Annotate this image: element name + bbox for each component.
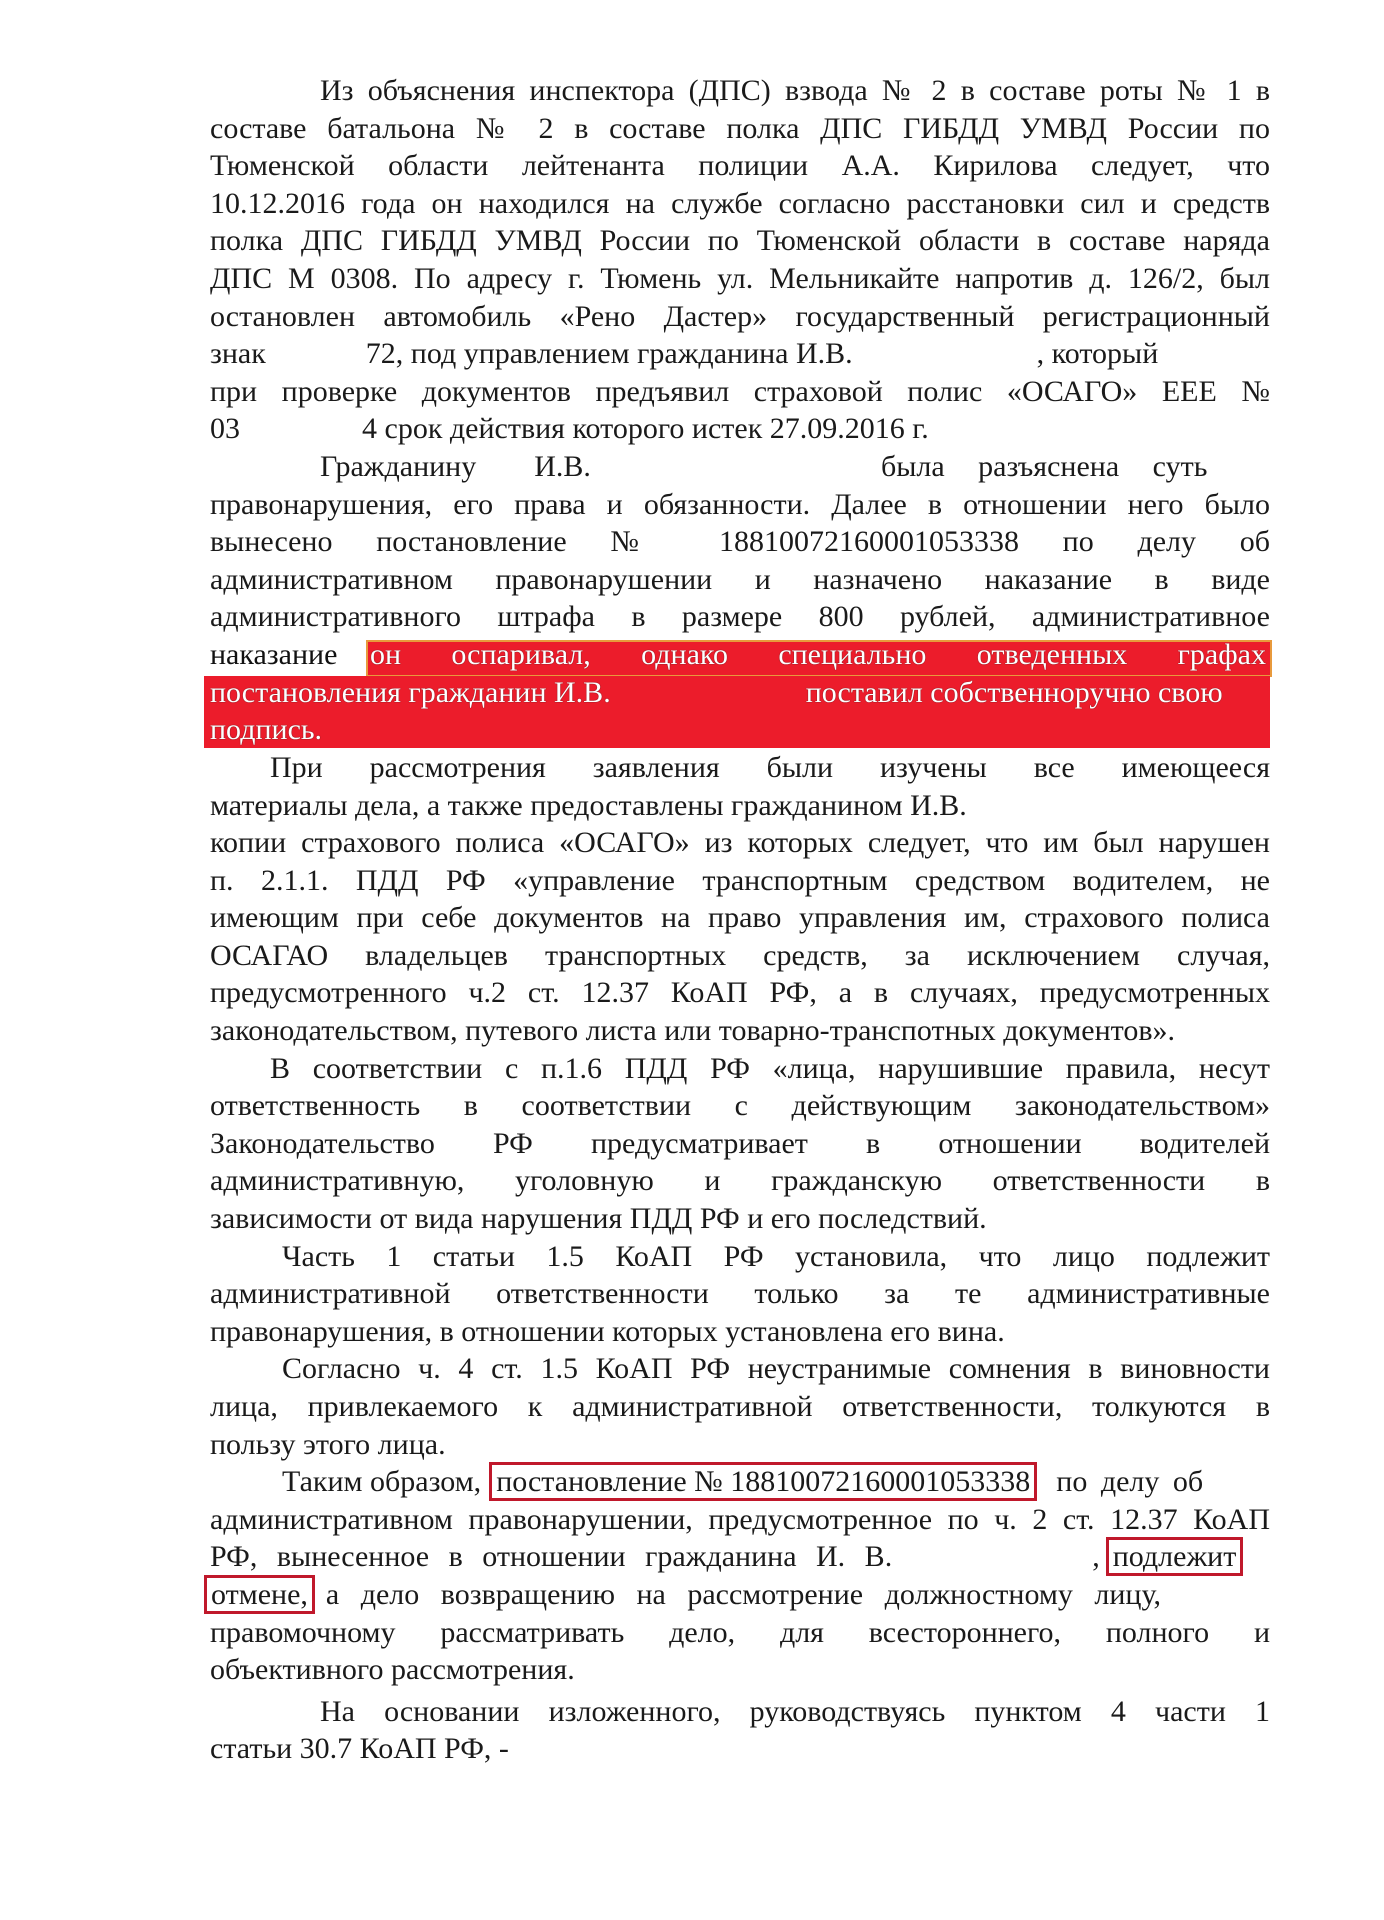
paragraph-explanation-to-citizen	[210, 448, 1270, 749]
paragraph-traffic-rules	[210, 1050, 1270, 1238]
text-line: предусмотренного ч.2 ст. 12.37 КоАП РФ, а в случаях, предусмотренных	[210, 976, 1270, 1010]
highlighted-text: постановления гражданин И.В.	[210, 675, 611, 709]
text-line: административном правонарушении, предусмотренное по ч. 2 ст. 12.37 КоАП	[210, 1502, 1270, 1536]
text-line: правомочному рассматривать дело, для всестороннего, полного и	[210, 1615, 1270, 1649]
paragraph-presumption	[210, 1350, 1270, 1463]
text-line: 10.12.2016 года он находился на службе согласно расстановки сил и средств	[210, 186, 1270, 220]
text-line	[210, 448, 1270, 486]
text-fragment: , который	[1036, 337, 1159, 371]
text-line: при проверке документов предъявил страховой полис «ОСАГО» ЕЕЕ №	[210, 374, 1270, 408]
highlighted-text: поставил собственноручно свою	[805, 675, 1223, 709]
paragraph-article-1-5	[210, 1238, 1270, 1351]
text-fragment: 4 срок действия которого истек 27.09.2016 г.	[362, 412, 929, 446]
boxed-decision-number: постановление № 18810072160001053338	[489, 1462, 1037, 1501]
highlighted-text: подпись.	[210, 713, 323, 747]
paragraph-inspector-explanation	[210, 72, 1270, 448]
text-line: материалы дела, а также предоставлены гражданином И.В.	[210, 788, 967, 822]
text-line: остановлен автомобиль «Рено Дастер» государственный регистрационный	[210, 299, 1270, 333]
text-fragment: И.В.	[534, 449, 591, 483]
text-line: При рассмотрения заявления были изучены все имеющееся	[270, 750, 1270, 784]
text-line	[210, 1463, 1270, 1501]
text-line: пользу этого лица.	[210, 1427, 446, 1461]
highlighted-text-line	[210, 674, 1270, 712]
text-line: статьи 30.7 КоАП РФ, -	[210, 1732, 509, 1766]
text-line: ОСАГАО владельцев транспортных средств, за исключением случая,	[210, 938, 1270, 972]
text-line: административном правонарушении и назначено наказание в виде	[210, 562, 1270, 596]
text-fragment: РФ, вынесенное в отношении гражданина И. В.	[210, 1540, 893, 1574]
text-line: ответственность в соответствии с действующим законодательством»	[210, 1089, 1270, 1123]
text-fragment: 03	[210, 412, 240, 446]
text-line: В соответствии с п.1.6 ПДД РФ «лица, нарушившие правила, несут	[270, 1051, 1270, 1085]
text-line: полка ДПС ГИБДД УМВД России по Тюменской области в составе наряда	[210, 224, 1270, 258]
text-line: административной ответственности только за те административные	[210, 1277, 1270, 1311]
boxed-cancellation: отмене,	[204, 1575, 315, 1614]
highlighted-text: он оспаривал, однако специально отведенных графах	[370, 637, 1266, 671]
text-line: объективного рассмотрения.	[210, 1653, 575, 1687]
text-fragment: по делу об	[1056, 1465, 1204, 1499]
paragraph-basis	[210, 1693, 1270, 1768]
text-line	[210, 335, 1270, 373]
text-line: законодательством, путевого листа или товарно-транспотных документов».	[210, 1014, 1176, 1048]
text-line: Тюменской области лейтенанта полиции А.А. Кирилова следует, что	[210, 149, 1270, 183]
text-line: Из объяснения инспектора (ДПС) взвода № 2 в составе роты № 1 в	[320, 74, 1270, 107]
text-line: п. 2.1.1. ПДД РФ «управление транспортным средством водителем, не	[210, 863, 1270, 897]
text-line: административного штрафа в размере 800 рублей, административное	[210, 600, 1270, 634]
text-line: вынесено постановление № 18810072160001053338 по делу об	[210, 525, 1270, 559]
text-line	[210, 1538, 1270, 1576]
text-line: правонарушения, его права и обязанности. Далее в отношении него было	[210, 487, 1270, 521]
text-fragment: была разъяснена суть	[880, 449, 1208, 483]
text-line: имеющим при себе документов на право управления им, страхового полиса	[210, 901, 1270, 935]
text-line	[210, 410, 1270, 448]
red-highlight-block	[210, 636, 1270, 749]
text-line	[210, 1576, 1270, 1614]
text-line: лица, привлекаемого к административной ответственности, толкуются в	[210, 1390, 1270, 1423]
text-line: правонарушения, в отношении которых установлена его вина.	[210, 1314, 1005, 1348]
text-line: административную, уголовную и гражданскую ответственности в	[210, 1164, 1270, 1198]
text-line: Законодательство РФ предусматривает в отношении водителей	[210, 1126, 1270, 1160]
boxed-subject-to: подлежит	[1106, 1537, 1244, 1576]
red-highlight-line-3	[204, 712, 1270, 748]
text-fragment: Таким образом,	[282, 1465, 482, 1499]
text-fragment: ,	[1092, 1540, 1100, 1574]
text-fragment: наказание	[210, 637, 338, 671]
paragraph-review-materials	[210, 749, 1270, 1050]
text-line: зависимости от вида нарушения ПДД РФ и его последствий.	[210, 1202, 987, 1236]
text-line: Часть 1 статьи 1.5 КоАП РФ установила, что лицо подлежит	[282, 1239, 1270, 1273]
paragraph-conclusion	[210, 1463, 1270, 1689]
text-fragment: Гражданину	[320, 449, 477, 483]
text-fragment: знак	[210, 337, 266, 371]
document-body	[210, 72, 1270, 1768]
text-fragment: а дело возвращению на рассмотрение должностному лицу,	[325, 1577, 1161, 1611]
text-line: ДПС М 0308. По адресу г. Тюмень ул. Мельникайте напротив д. 126/2, был	[210, 261, 1270, 295]
text-line: составе батальона № 2 в составе полка ДПС ГИБДД УМВД России по	[210, 111, 1270, 145]
text-line: копии страхового полиса «ОСАГО» из которых следует, что им был нарушен	[210, 826, 1270, 860]
text-fragment: 72, под управлением гражданина И.В.	[365, 337, 853, 371]
text-line: Согласно ч. 4 ст. 1.5 КоАП РФ неустранимые сомнения в виновности	[282, 1352, 1270, 1386]
text-line: На основании изложенного, руководствуясь пунктом 4 части 1	[320, 1694, 1270, 1728]
